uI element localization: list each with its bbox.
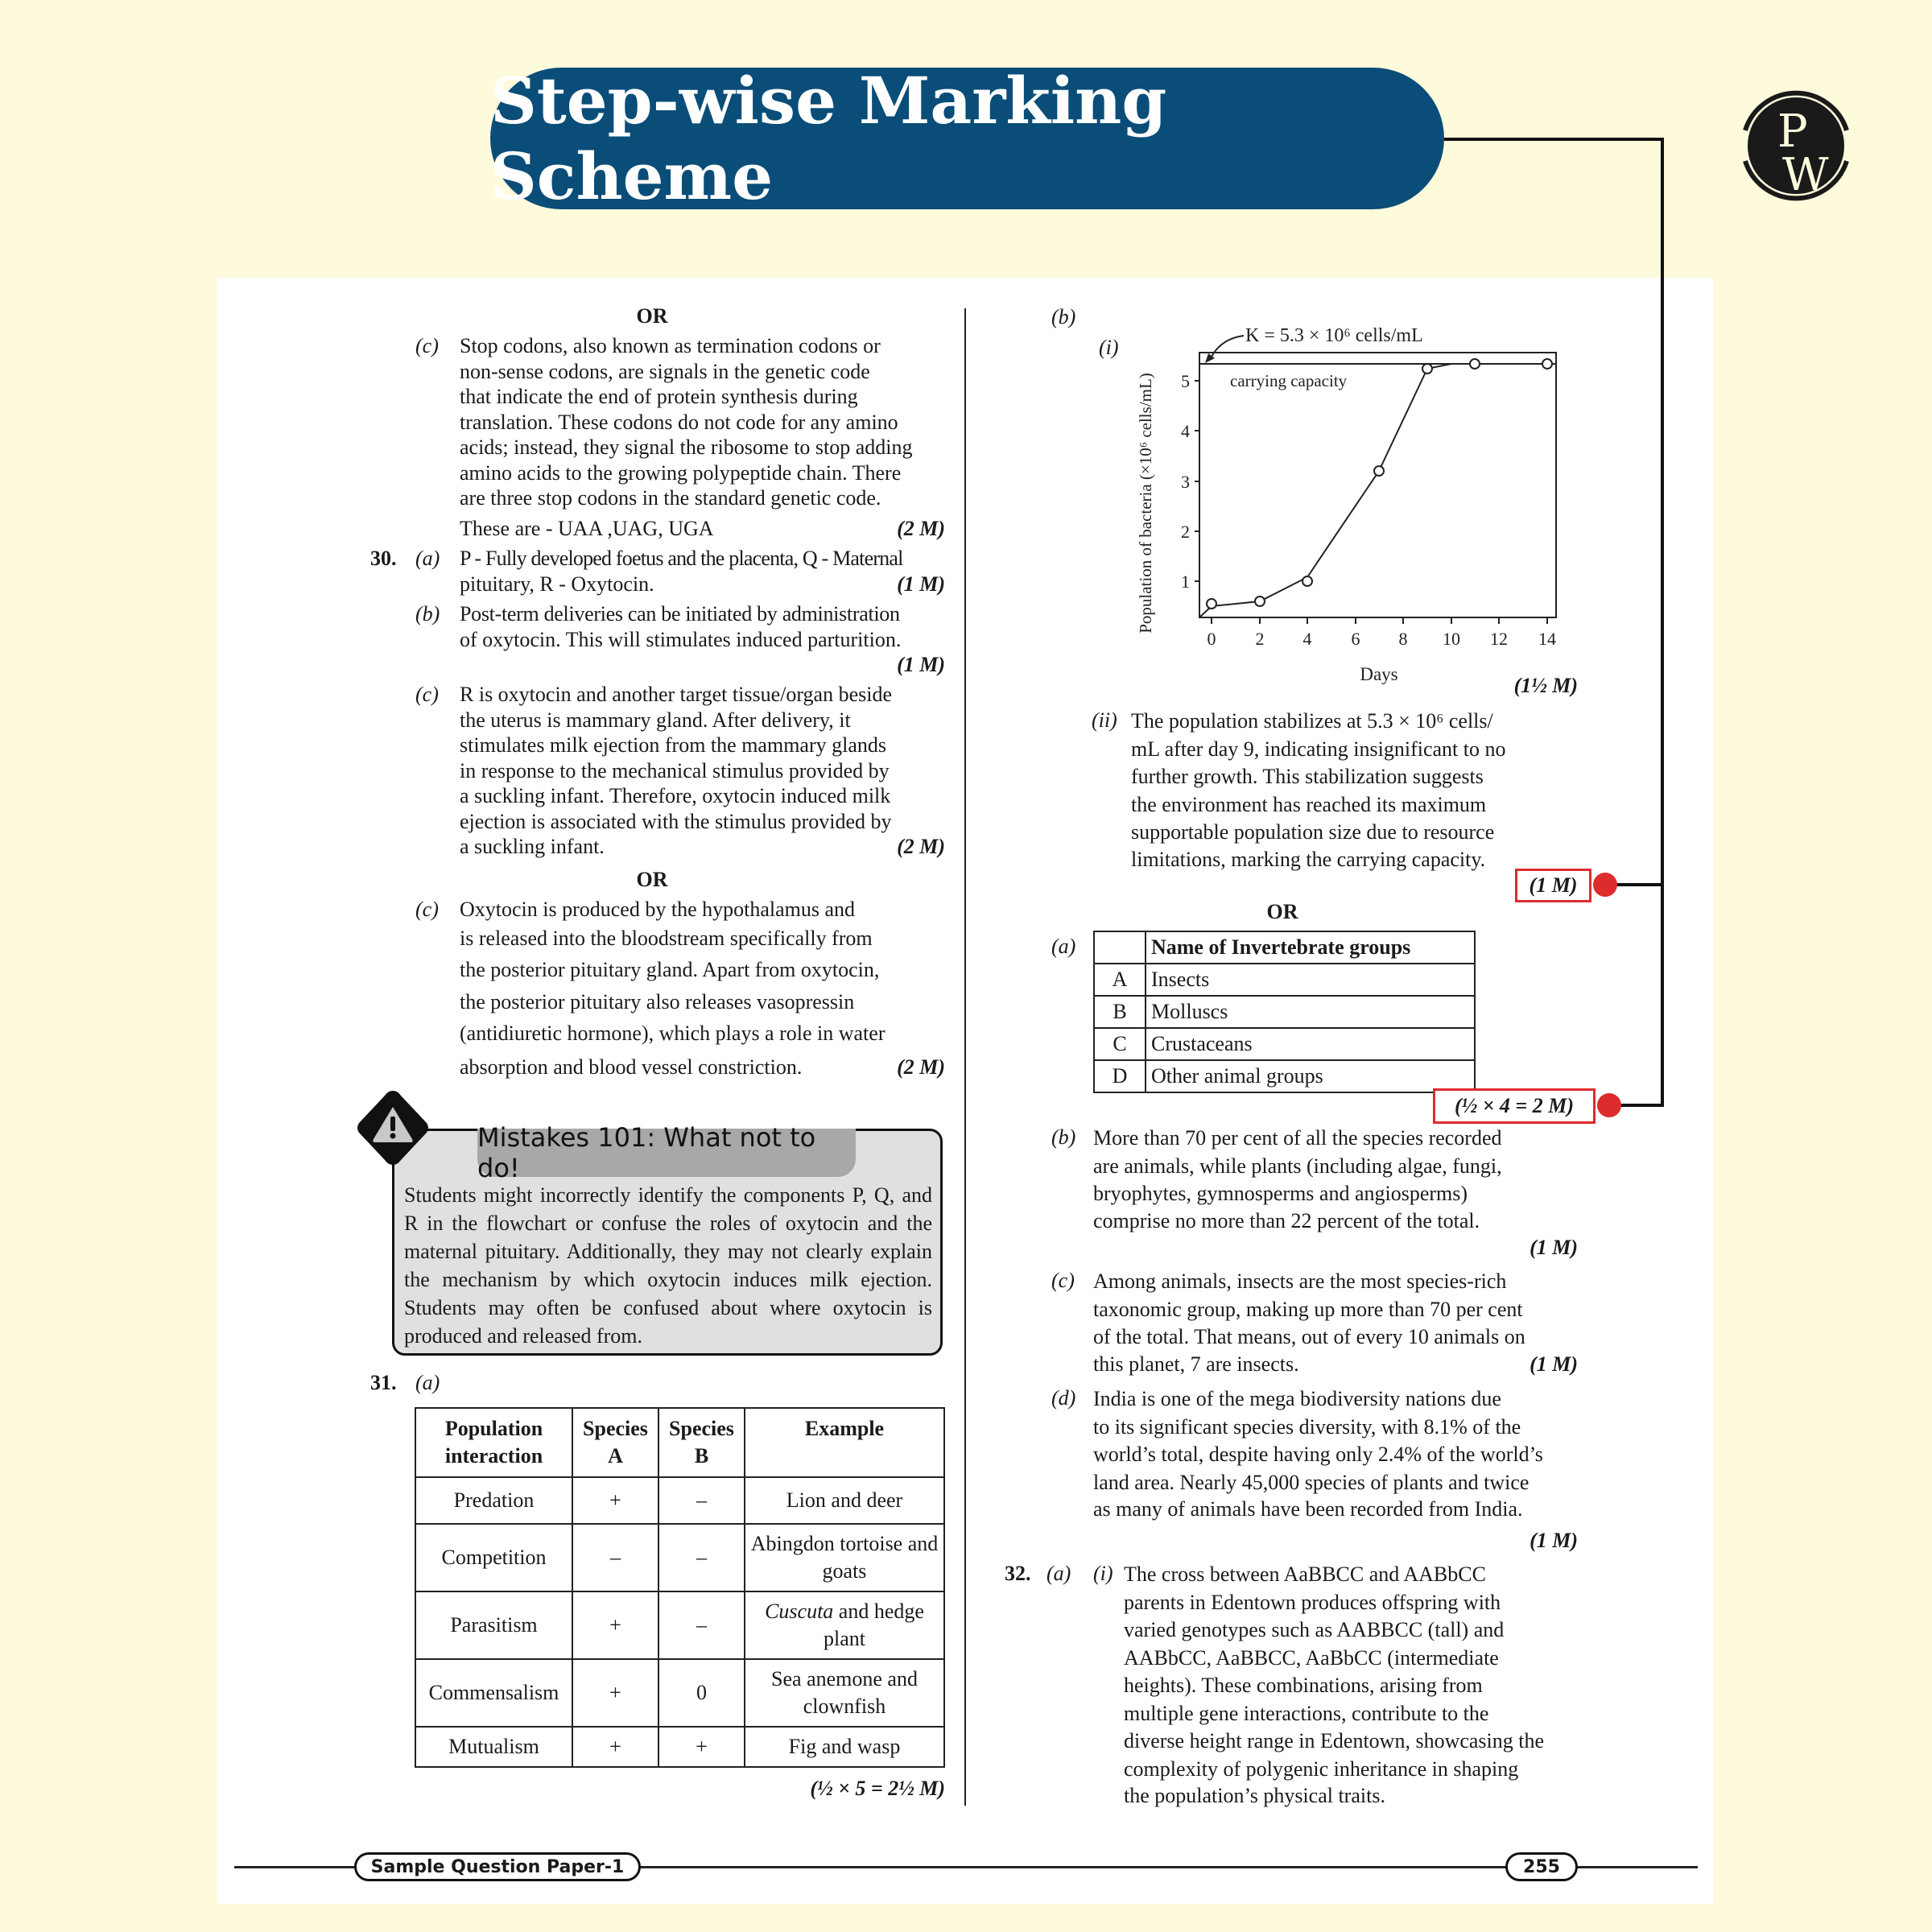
highlighted-marks-1m: (1 M) bbox=[1515, 869, 1591, 902]
answer-text-32a: The cross between AaBBCC and AABbCC parents in Edentown produces offspring with varied genotypes such as AABBCC (tall) and AABbCC, AaBBCC, AaBbCC (intermediate heights). These combinations, arising from multiple gene interactions, contribute to the diverse height range in Edentown, showcasing the complexity of polygenic inheritance in shaping bbox=[1124, 1563, 1545, 1781]
population-interaction-table bbox=[415, 1407, 945, 1768]
marks-1m: (1 M) bbox=[1530, 1529, 1578, 1552]
marks-1m: (1 M) bbox=[897, 572, 945, 596]
header-population-interaction: Population interaction bbox=[415, 1408, 572, 1477]
marks-2m: (2 M) bbox=[897, 1055, 945, 1079]
svg-text:10: 10 bbox=[1443, 629, 1460, 649]
table-row: Competition – – Abingdon tortoise and goats bbox=[415, 1524, 944, 1591]
data-point bbox=[1302, 576, 1312, 586]
marker-dot-1m bbox=[1593, 873, 1617, 897]
table-row: Parasitism + – Cuscuta and hedge plant bbox=[415, 1591, 944, 1659]
answer-text-c-last: this planet, 7 are insects. bbox=[1093, 1352, 1299, 1376]
marker-dot-2m bbox=[1597, 1093, 1621, 1117]
table-row: Commensalism + 0 Sea anemone and clownfish bbox=[415, 1659, 944, 1727]
or-separator: OR bbox=[636, 304, 668, 328]
part-label-b: (b) bbox=[1051, 305, 1076, 328]
marks-2m: (2 M) bbox=[897, 835, 945, 858]
data-point bbox=[1542, 359, 1552, 369]
part-label-a: (a) bbox=[1046, 1562, 1071, 1585]
header-species-a: Species A bbox=[572, 1408, 658, 1477]
table-row: Predation + – Lion and deer bbox=[415, 1477, 944, 1524]
mistakes-title: Mistakes 101: What not to do! bbox=[477, 1129, 856, 1177]
x-axis-label: Days bbox=[1360, 664, 1398, 684]
svg-text:6: 6 bbox=[1351, 629, 1360, 649]
subpart-label-ii: (ii) bbox=[1092, 708, 1117, 732]
header-species-b: Species B bbox=[658, 1408, 745, 1477]
invertebrate-groups-table bbox=[1093, 931, 1476, 1093]
question-number-32: 32. bbox=[1005, 1562, 1031, 1585]
answer-text-30c-last: a suckling infant. bbox=[460, 835, 605, 858]
header-example: Example bbox=[745, 1408, 944, 1477]
marks-2m: (2 M) bbox=[897, 517, 945, 540]
data-point bbox=[1255, 597, 1265, 606]
answer-text-d-last: as many of animals have been recorded from India. bbox=[1093, 1497, 1523, 1521]
answer-text-30c: R is oxytocin and another target tissue/organ beside the uterus is mammary gland. After delivery, it stimulates milk ejection from the mammary glands in response to the mechanical stimulus provided by a suckling infant. Therefore, oxytocin induced milk ejection is associated with the stimulus provided by bbox=[460, 683, 892, 833]
answer-text-30b-line2: of oxytocin. This will stimulates induced parturition. bbox=[460, 628, 902, 651]
part-label-a: (a) bbox=[415, 1371, 440, 1394]
data-point bbox=[1470, 359, 1480, 369]
answer-text-30c-alt: Oxytocin is produced by the hypothalamus and is released into the bloodstream specifically from the posterior pituitary gland. Apart from oxytocin, the posterior pituitary also releases vasopressin (antidiuretic hormone), which plays a role in water bbox=[460, 898, 886, 1045]
answer-text-30b-line1: Post-term deliveries can be initiated by administration bbox=[460, 602, 900, 625]
part-label-b: (b) bbox=[1051, 1125, 1076, 1149]
column-divider bbox=[964, 308, 966, 1806]
answer-text-b-last: comprise no more than 22 percent of the total. bbox=[1093, 1209, 1480, 1232]
answer-text-ii-last: limitations, marking the carrying capacity. bbox=[1131, 848, 1486, 871]
table-row: B Molluscs bbox=[1094, 996, 1475, 1028]
svg-text:4: 4 bbox=[1181, 421, 1190, 441]
svg-text:1: 1 bbox=[1181, 572, 1190, 592]
svg-text:14: 14 bbox=[1538, 629, 1556, 649]
answer-text-30a-line2: pituitary, R - Oxytocin. bbox=[460, 572, 654, 596]
part-label-a: (a) bbox=[415, 547, 440, 570]
data-point bbox=[1374, 466, 1384, 476]
answer-text-d: India is one of the mega biodiversity nations due to its significant species diversity, with 8.1% of the world’s total, despite having only 2.4% of the world’s land area. Nearly 45,000 species of plants and twice bbox=[1093, 1387, 1543, 1494]
subpart-label-i: (i) bbox=[1093, 1562, 1113, 1585]
data-point bbox=[1207, 599, 1216, 609]
table-row: D Other animal groups bbox=[1094, 1060, 1475, 1092]
table-row: C Crustaceans bbox=[1094, 1028, 1475, 1060]
marks-1-5m: (1½ M) bbox=[1513, 674, 1578, 697]
stop-codons-list: These are - UAA ,UAG, UGA bbox=[460, 517, 714, 540]
mistakes-text: Students might incorrectly identify the components P, Q, and R in the flowchart or confuse the roles of oxytocin and the maternal pituitary. Additionally, they may not clearly explain the mechanism by which oxytocin induces milk ejection. Students may often be confused about where oxytocin is produced and released from. bbox=[404, 1183, 932, 1348]
table-header-row bbox=[1094, 931, 1475, 964]
svg-text:4: 4 bbox=[1302, 629, 1312, 649]
part-label-c: (c) bbox=[415, 334, 439, 357]
svg-text:5: 5 bbox=[1181, 371, 1190, 391]
part-label-c: (c) bbox=[415, 683, 439, 706]
svg-text:2: 2 bbox=[1181, 522, 1190, 542]
svg-text:3: 3 bbox=[1181, 472, 1190, 492]
answer-text-stop-codons: Stop codons, also known as termination codons or non-sense codons, are signals in the genetic code that indicate the end of protein synthesis during translation. These codons do not code for any amino acids; instead, they signal the ribosome to stop adding amino acids to the growing polypeptide chain. There are three stop codons in the standard genetic code. bbox=[460, 334, 913, 510]
bacteria-growth-chart bbox=[1123, 318, 1574, 688]
subpart-label-i: (i) bbox=[1099, 336, 1119, 359]
answer-text-b: More than 70 per cent of all the species recorded are animals, while plants (including algae, fungi, bryophytes, gymnosperms and angiosperms) bbox=[1093, 1126, 1502, 1205]
answer-text-32a-last: the population’s physical traits. bbox=[1124, 1784, 1385, 1807]
svg-text:12: 12 bbox=[1490, 629, 1508, 649]
marks-2-5m: (½ × 5 = 2½ M) bbox=[810, 1777, 945, 1800]
part-label-c: (c) bbox=[415, 898, 439, 921]
part-label-a: (a) bbox=[1051, 935, 1076, 958]
answer-text-ii: The population stabilizes at 5.3 × 10⁶ cells/ mL after day 9, indicating insignificant to no further growth. This stabilization suggests the environment has reached its maximum supportable population size due to resource bbox=[1131, 709, 1506, 844]
part-label-c: (c) bbox=[1051, 1269, 1075, 1292]
part-label-d: (d) bbox=[1051, 1386, 1076, 1410]
warning-icon bbox=[353, 1088, 433, 1168]
svg-text:2: 2 bbox=[1255, 629, 1265, 649]
or-separator: OR bbox=[636, 868, 668, 891]
answer-text-30a: P - Fully developed foetus and the placenta, Q - Maternal bbox=[460, 547, 903, 570]
page-title: Step-wise Marking Scheme bbox=[490, 63, 1167, 214]
table-row: A Insects bbox=[1094, 964, 1475, 996]
or-separator: OR bbox=[1266, 900, 1298, 923]
connector-branch-1m bbox=[1610, 883, 1664, 886]
connector-vertical bbox=[1661, 138, 1664, 1107]
question-number-31: 31. bbox=[370, 1371, 397, 1394]
marks-1m: (1 M) bbox=[1530, 1352, 1578, 1376]
marks-1m: (1 M) bbox=[897, 653, 945, 676]
question-number-30: 30. bbox=[370, 547, 397, 570]
highlighted-marks-2m: (½ × 4 = 2 M) bbox=[1433, 1088, 1596, 1124]
part-label-b: (b) bbox=[415, 602, 440, 625]
table-header-row bbox=[415, 1408, 944, 1477]
svg-text:0: 0 bbox=[1207, 629, 1216, 649]
footer-paper-label: Sample Question Paper-1 bbox=[354, 1852, 641, 1881]
k-annotation: K = 5.3 × 10⁶ cells/mL bbox=[1245, 325, 1423, 346]
carrying-capacity-label: carrying capacity bbox=[1230, 371, 1348, 390]
y-axis-label: Population of bacteria (×10⁶ cells/mL) bbox=[1136, 373, 1155, 634]
title-banner bbox=[490, 63, 1444, 214]
connector-horizontal-top bbox=[1444, 138, 1664, 141]
svg-text:W: W bbox=[1782, 149, 1829, 201]
svg-text:P: P bbox=[1777, 105, 1808, 158]
pw-logo-icon bbox=[1739, 89, 1853, 203]
table-row: Mutualism + + Fig and wasp bbox=[415, 1727, 944, 1767]
answer-text-c: Among animals, insects are the most species-rich taxonomic group, making up more than 70 per cent of the total. That means, out of every 10 animals on bbox=[1093, 1269, 1525, 1348]
svg-text:8: 8 bbox=[1398, 629, 1408, 649]
header-invertebrate-groups: Name of Invertebrate groups bbox=[1146, 931, 1475, 964]
answer-text-30c-alt-last: absorption and blood vessel constriction. bbox=[460, 1055, 803, 1079]
page-number: 255 bbox=[1505, 1852, 1578, 1881]
marks-1m: (1 M) bbox=[1530, 1236, 1578, 1259]
data-point bbox=[1422, 364, 1432, 374]
